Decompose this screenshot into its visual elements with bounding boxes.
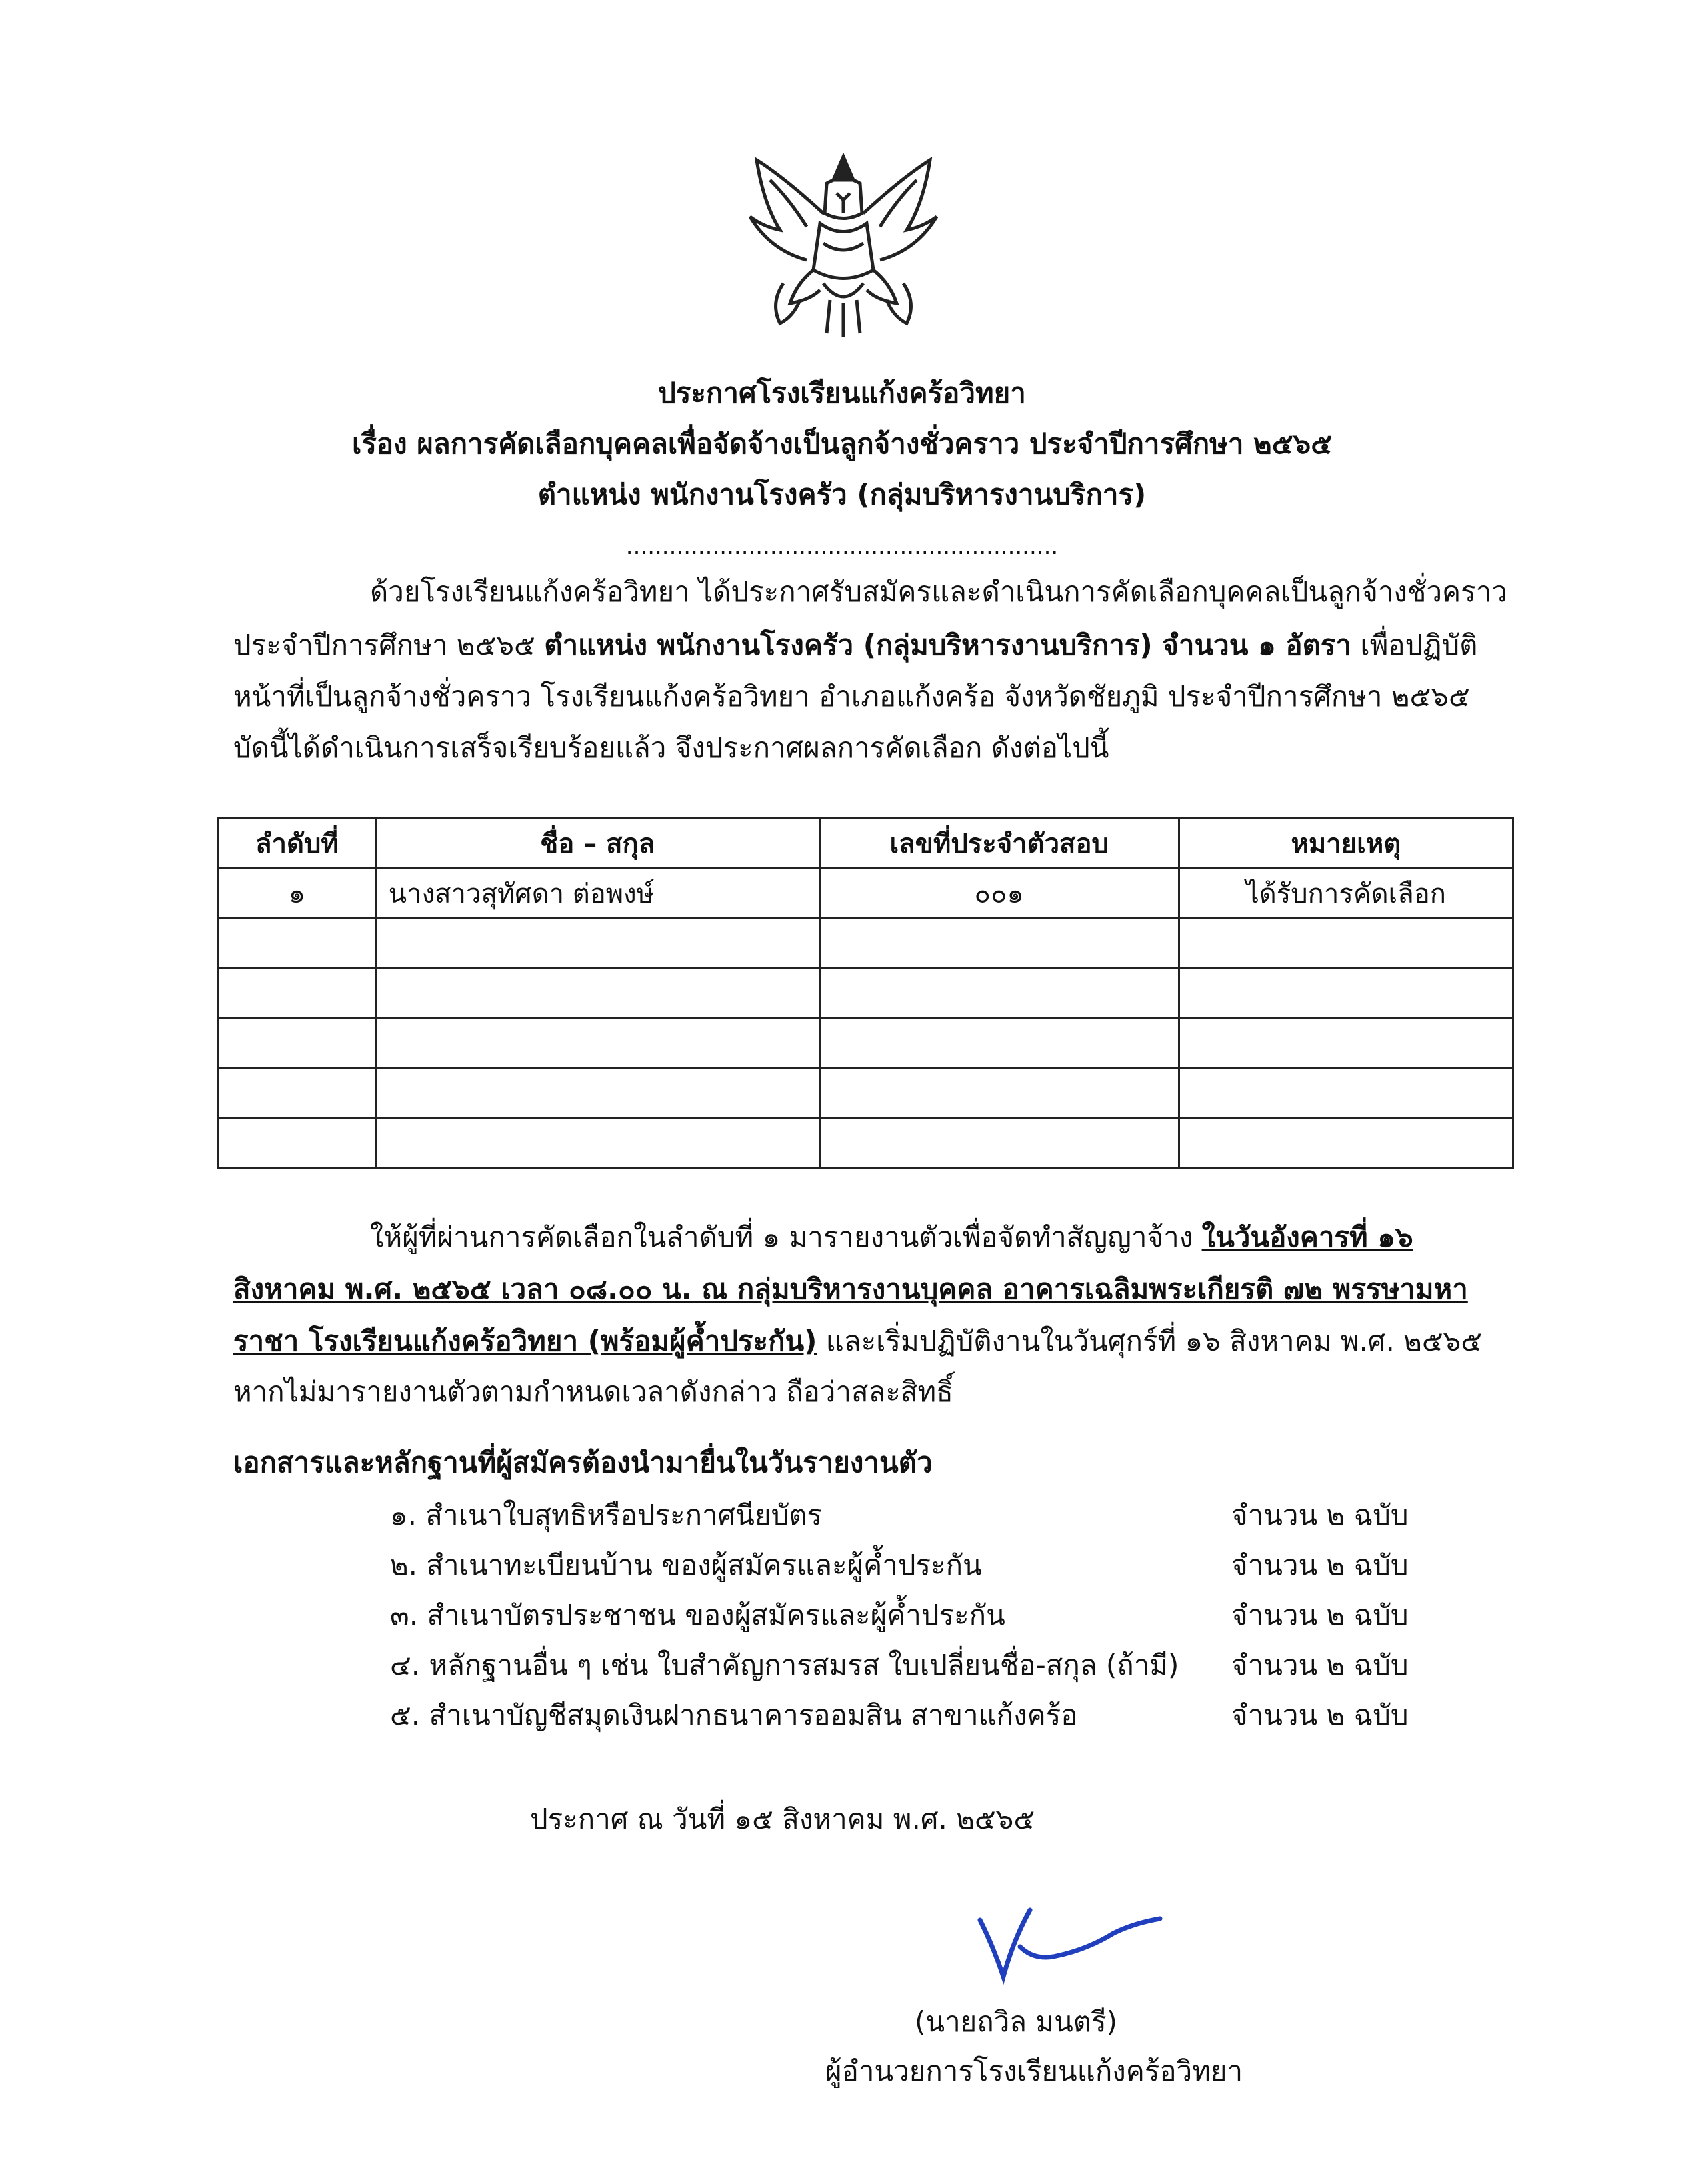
intro-line-2-c: เพื่อปฏิบัติ bbox=[1351, 629, 1478, 661]
report-line-2-text: สิงหาคม พ.ศ. ๒๕๖๕ เวลา ๐๘.๐๐ น. ณ กลุ่มบริหารงานบุคคล อาคารเฉลิมพระเกียรติ ๗๒ พรรษามหา bbox=[233, 1273, 1468, 1305]
cell-remark: ได้รับการคัดเลือก bbox=[1179, 869, 1513, 919]
cell-name bbox=[375, 919, 819, 969]
cell-exam-id: ๐๐๑ bbox=[819, 869, 1179, 919]
cell-exam-id bbox=[819, 1069, 1179, 1119]
report-line-1-b: ในวันอังคารที่ ๑๖ bbox=[1201, 1221, 1413, 1253]
document-qty: จำนวน ๒ ฉบับ bbox=[1231, 1599, 1409, 1631]
intro-line-1: ด้วยโรงเรียนแก้งคร้อวิทยา ได้ประกาศรับสมัครและดำเนินการคัดเลือกบุคคลเป็นลูกจ้างชั่วคราว bbox=[370, 575, 1507, 608]
cell-remark bbox=[1179, 1119, 1513, 1169]
list-item bbox=[390, 1590, 1523, 1640]
garuda-emblem-icon bbox=[743, 150, 943, 343]
announcement-position: ตำแหน่ง พนักงานโรงครัว (กลุ่มบริหารงานบริการ) bbox=[537, 478, 1147, 511]
separator-dots: ............................................................ bbox=[625, 533, 1059, 560]
list-item bbox=[390, 1540, 1523, 1590]
announcement-date: ประกาศ ณ วันที่ ๑๕ สิงหาคม พ.ศ. ๒๕๖๕ bbox=[530, 1803, 1035, 1835]
document-label: ๔. หลักฐานอื่น ๆ เช่น ใบสำคัญการสมรส ใบเปลี่ยนชื่อ-สกุล (ถ้ามี) bbox=[390, 1649, 1179, 1681]
table-row bbox=[219, 869, 1513, 919]
report-line-2 bbox=[233, 1269, 1513, 1309]
cell-name: นางสาวสุทัศดา ต่อพงษ์ bbox=[375, 869, 819, 919]
table-row bbox=[219, 969, 1513, 1019]
header-remark: หมายเหตุ bbox=[1179, 819, 1513, 869]
signature bbox=[973, 1887, 1173, 1987]
cell-name bbox=[375, 969, 819, 1019]
cell-remark bbox=[1179, 1069, 1513, 1119]
intro-line-4: บัดนี้ได้ดำเนินการเสร็จเรียบร้อยแล้ว จึงประกาศผลการคัดเลือก ดังต่อไปนี้ bbox=[233, 731, 1109, 764]
cell-remark bbox=[1179, 969, 1513, 1019]
cell-exam-id bbox=[819, 1119, 1179, 1169]
cell-remark bbox=[1179, 1019, 1513, 1069]
result-table bbox=[217, 817, 1514, 1169]
cell-order: ๑ bbox=[219, 869, 376, 919]
intro-line-3: หน้าที่เป็นลูกจ้างชั่วคราว โรงเรียนแก้งคร้อวิทยา อำเภอแก้งคร้อ จังหวัดชัยภูมิ ประจำปีการศึกษา ๒๕๖๕ bbox=[233, 680, 1470, 713]
signer-name: (นายถวิล มนตรี) bbox=[915, 2005, 1118, 2038]
announcement-title: ประกาศโรงเรียนแก้งคร้อวิทยา bbox=[658, 377, 1026, 409]
cell-name bbox=[375, 1119, 819, 1169]
cell-exam-id bbox=[819, 1019, 1179, 1069]
cell-name bbox=[375, 1019, 819, 1069]
report-line-3-b: และเริ่มปฏิบัติงานในวันศุกร์ที่ ๑๖ สิงหาคม พ.ศ. ๒๕๖๕ bbox=[817, 1325, 1483, 1357]
report-line-1-a: ให้ผู้ที่ผ่านการคัดเลือกในลำดับที่ ๑ มารายงานตัวเพื่อจัดทำสัญญาจ้าง bbox=[370, 1221, 1202, 1253]
list-item bbox=[390, 1640, 1523, 1690]
document-label: ๒. สำเนาทะเบียนบ้าน ของผู้สมัครและผู้ค้ำประกัน bbox=[390, 1549, 982, 1581]
table-row bbox=[219, 1069, 1513, 1119]
report-line-4: หากไม่มารายงานตัวตามกำหนดเวลาดังกล่าว ถือว่าสละสิทธิ์ bbox=[233, 1375, 953, 1408]
document-qty: จำนวน ๒ ฉบับ bbox=[1231, 1699, 1409, 1731]
intro-line-2 bbox=[233, 625, 1513, 665]
document-qty: จำนวน ๒ ฉบับ bbox=[1231, 1649, 1409, 1681]
intro-line-2-a: ประจำปีการศึกษา ๒๕๖๕ bbox=[233, 629, 545, 661]
cell-exam-id bbox=[819, 969, 1179, 1019]
report-line-3-a: ราชา โรงเรียนแก้งคร้อวิทยา (พร้อมผู้ค้ำประกัน) bbox=[233, 1325, 817, 1357]
header-order: ลำดับที่ bbox=[219, 819, 376, 869]
list-item bbox=[390, 1690, 1523, 1740]
document-qty: จำนวน ๒ ฉบับ bbox=[1231, 1549, 1409, 1581]
table-row bbox=[219, 1119, 1513, 1169]
header-name: ชื่อ – สกุล bbox=[375, 819, 819, 869]
cell-order bbox=[219, 1069, 376, 1119]
intro-line-2-b: ตำแหน่ง พนักงานโรงครัว (กลุ่มบริหารงานบริการ) จำนวน ๑ อัตรา bbox=[544, 629, 1352, 661]
cell-exam-id bbox=[819, 919, 1179, 969]
cell-order bbox=[219, 919, 376, 969]
announcement-subject: เรื่อง ผลการคัดเลือกบุคคลเพื่อจัดจ้างเป็นลูกจ้างชั่วคราว ประจำปีการศึกษา ๒๕๖๕ bbox=[352, 427, 1332, 460]
documents-heading: เอกสารและหลักฐานที่ผู้สมัครต้องนำมายื่นในวันรายงานตัว bbox=[233, 1446, 933, 1479]
document-label: ๓. สำเนาบัตรประชาชน ของผู้สมัครและผู้ค้ำประกัน bbox=[390, 1599, 1005, 1631]
report-line-1 bbox=[370, 1217, 1513, 1257]
signer-title: ผู้อำนวยการโรงเรียนแก้งคร้อวิทยา bbox=[825, 2055, 1243, 2087]
cell-order bbox=[219, 1119, 376, 1169]
document-qty: จำนวน ๒ ฉบับ bbox=[1231, 1499, 1409, 1531]
documents-list bbox=[390, 1490, 1523, 1740]
cell-name bbox=[375, 1069, 819, 1119]
cell-order bbox=[219, 969, 376, 1019]
table-header-row bbox=[219, 819, 1513, 869]
report-line-3 bbox=[233, 1321, 1513, 1361]
table-row bbox=[219, 919, 1513, 969]
table-row bbox=[219, 1019, 1513, 1069]
document-label: ๕. สำเนาบัญชีสมุดเงินฝากธนาคารออมสิน สาขาแก้งคร้อ bbox=[390, 1699, 1078, 1731]
header-exam-id: เลขที่ประจำตัวสอบ bbox=[819, 819, 1179, 869]
list-item bbox=[390, 1490, 1523, 1540]
cell-order bbox=[219, 1019, 376, 1069]
document-label: ๑. สำเนาใบสุทธิหรือประกาศนียบัตร bbox=[390, 1499, 823, 1531]
cell-remark bbox=[1179, 919, 1513, 969]
